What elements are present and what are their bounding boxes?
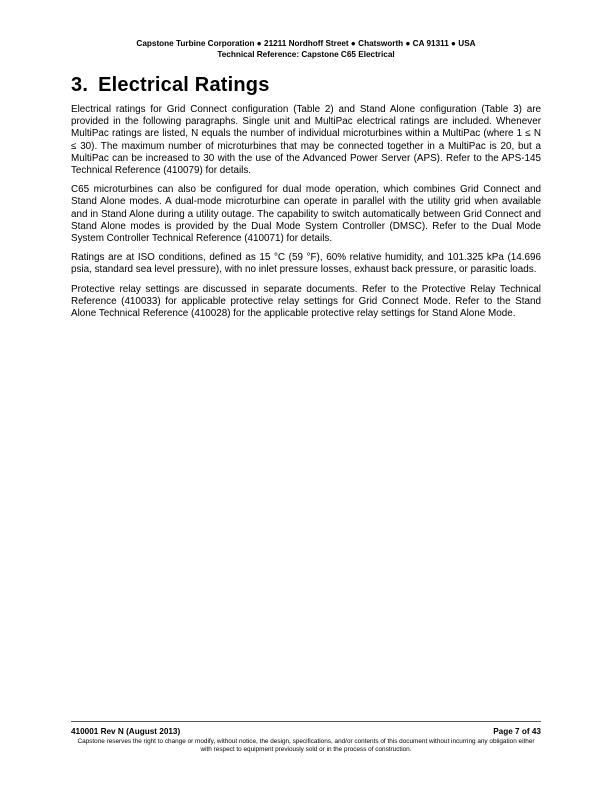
paragraph-protective-relay: Protective relay settings are discussed in separate documents. Refer to the Protective Relay Technical Reference (410033) for applicable protective relay settings for Grid Connect Mode. Refer to the Stand Alone Technical Reference (410028) for the applicable protective relay settings for Stand Alone Mode.: [71, 283, 541, 320]
section-body: [71, 104, 541, 327]
section-heading: [71, 74, 270, 97]
page-header: [60, 38, 552, 60]
section-number: 3.: [71, 74, 89, 96]
header-reference-line: Technical Reference: Capstone C65 Electrical: [217, 50, 395, 59]
page-footer: [71, 727, 541, 737]
footer-disclaimer: Capstone reserves the right to change or modify, without notice, the design, specifications, and/or contents of this document without incurring any obligation either with respect to equipment previously sold or in the process of construction.: [77, 738, 535, 753]
footer-divider: [71, 721, 541, 722]
paragraph-ratings-overview: Electrical ratings for Grid Connect configuration (Table 2) and Stand Alone configuration (Table 3) are provided in the following paragraphs. Single unit and MultiPac electrical ratings are included. Whenever MultiPac ratings are listed, N equals the number of individual microturbines within a MultiPac (where 1 ≤ N ≤ 30). The maximum number of microturbines that may be connected together in a MultiPac is 20, but a MultiPac can be increased to 30 with the use of the Advanced Power Server (APS). Refer to the APS-145 Technical Reference (410079) for details.: [71, 104, 541, 177]
paragraph-iso-conditions: Ratings are at ISO conditions, defined as 15 °C (59 °F), 60% relative humidity, and 101.325 kPa (14.696 psia, standard sea level pressure), with no inlet pressure losses, exhaust back pressure, or parasitic loads.: [71, 252, 541, 276]
header-company-line: Capstone Turbine Corporation ● 21211 Nordhoff Street ● Chatsworth ● CA 91311 ● USA: [136, 39, 476, 48]
footer-page-number: Page 7 of 43: [493, 727, 541, 736]
paragraph-dual-mode: C65 microturbines can also be configured for dual mode operation, which combines Grid Connect and Stand Alone modes. A dual-mode microturbine can operate in parallel with the utility grid when available and in Stand Alone during a utility outage. The capability to switch automatically between Grid Connect and Stand Alone modes is provided by the Dual Mode System Controller (DMSC). Refer to the Dual Mode System Controller Technical Reference (410071) for details.: [71, 184, 541, 245]
footer-doc-id: 410001 Rev N (August 2013): [71, 727, 181, 736]
section-title: Electrical Ratings: [98, 74, 270, 96]
